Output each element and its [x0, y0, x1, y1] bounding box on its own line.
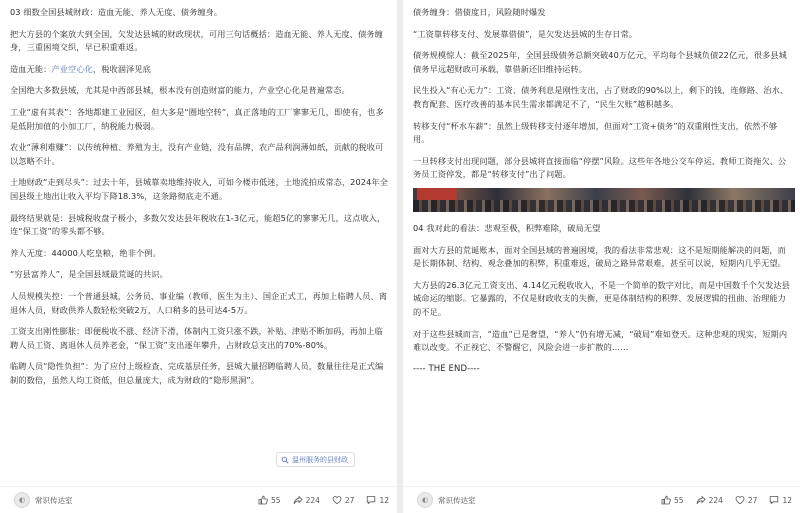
share-count: 224 [708, 495, 723, 505]
share-icon [293, 495, 303, 505]
paragraph-headcount: 养人无度：44000人吃皇粮，绝非个例。 [10, 247, 161, 258]
section-heading-04: 04 我对此的看法：悲观至极，积弊难除，破局无望 [413, 222, 601, 233]
share-icon [696, 495, 706, 505]
paragraph-agriculture: 农业“薄利难赚”：以传统种植、养殖为主，没有产业链，没有品牌，农产品利润薄如纸，贡献的税收可以忽略不计。 [10, 142, 384, 166]
paragraph-conclusion: 对于这些县城而言，“造血”已是奢望，“养人”仍有增无减，“破局”难如登天。这种悲观的现实，短期内难以改变。不正视它、不警醒它，风险会进一步扩散的…… [413, 328, 788, 353]
engagement-stats [661, 495, 792, 505]
like-icon [258, 495, 268, 505]
favorite-button[interactable] [332, 495, 355, 505]
share-button[interactable] [696, 495, 723, 505]
like-button[interactable] [258, 495, 281, 505]
paragraph-debt-heading: 债务缠身：借债度日，风险随时爆发 [413, 7, 546, 17]
paragraph-shutdown: 一旦转移支付出现问题，部分县城将直接面临“停摆”风险。这些年各地公交车停运、教师工资拖欠、公务员工资停发，都是“转移支付”出了问题。 [413, 155, 787, 180]
paragraph-dafang: 大方县的26.3亿元工资支出、4.14亿元税收收入，不是一个简单的数字对比，而是中国数千个欠发达县城命运的缩影。它暴露的，不仅是财政收支的失衡，更是体制结构的积弊、发展逻辑的扭曲、治理能力的不足。 [413, 279, 791, 317]
article-body-right [403, 0, 800, 376]
post-action-bar-left [0, 486, 397, 513]
search-icon [281, 456, 289, 464]
favorite-button[interactable] [735, 495, 758, 505]
paragraph-transfer: 转移支付“杯水车薪”：虽然上级转移支付逐年增加，但面对“工资+债务”的双重刚性支出，依然不够用。 [413, 120, 778, 145]
paragraph-quote: “工资靠转移支付、发展靠借债”，是欠发达县城的生存日常。 [413, 28, 638, 39]
avatar-icon[interactable]: ◐ [14, 492, 30, 508]
like-button[interactable] [661, 495, 684, 505]
favorite-count: 27 [747, 495, 758, 505]
favorite-icon [332, 495, 342, 505]
article-body-left [0, 0, 397, 387]
paragraph: 把大方县的个案放大到全国，欠发达县城的财政现状，可用三句话概括：造血无能、养人无度、债务缠身，三重困境交织，早已积重难返。 [10, 28, 383, 53]
like-count: 55 [674, 495, 684, 505]
comment-button[interactable] [366, 495, 389, 505]
paragraph-livelihood: 民生投入“有心无力”：工资、债务利息是刚性支出，占了财政的90%以上，剩下的钱，连修路、治水、教育配套、医疗改善的基本民生需求都满足不了，“民生欠账”越积越多。 [413, 85, 789, 109]
tooltip-text: 温州服务的县财政 [292, 455, 348, 464]
share-count: 224 [305, 495, 320, 505]
paragraph-staff-scale: 人员规模失控：一个普通县城，公务员、事业编（教师、医生为主）、国企正式工，再加上临聘人员、离退休人员，财政供养人数轻松突破2万，人口稍多的县可达4-5万。 [10, 290, 388, 315]
article-column-left[interactable] [0, 0, 397, 513]
paragraph-hollowing: 造血无能：产业空心化，税收涸泽见底 [10, 63, 151, 74]
article-column-right[interactable] [403, 0, 800, 513]
author-name[interactable]: 常识传达室 [438, 495, 476, 505]
comment-count: 12 [379, 495, 389, 505]
the-end-marker: ---- THE END---- [413, 363, 480, 374]
comment-button[interactable] [769, 495, 792, 505]
comment-count: 12 [782, 495, 792, 505]
hollowing-link[interactable]: 产业空心化 [51, 63, 93, 74]
author-name[interactable]: 常识传达室 [35, 495, 73, 505]
favorite-count: 27 [344, 495, 355, 505]
paragraph-industry: 工业“虚有其表”：各地都建工业园区，但大多是“圈地空转”，真正落地的工厂寥寥无几，即使有，也多是低附加值的小加工厂，纳税能力极弱。 [10, 106, 384, 131]
comment-icon [366, 495, 376, 505]
red-banner [417, 188, 457, 200]
paragraph-land-finance: 土地财政“走到尽头”：过去十年，县城靠卖地维持收入，可如今楼市低迷，土地流拍成常态，2024年全国县级土地出让收入平均下降18.3%，这条路彻底走不通。 [10, 177, 388, 201]
avatar-icon[interactable]: ◐ [417, 492, 433, 508]
related-topic-tooltip[interactable] [276, 452, 355, 467]
paragraph-consensus: “穷县富养人”，是全国县域最荒诞的共识。 [10, 269, 168, 280]
crowd-photo[interactable] [413, 188, 795, 212]
section-heading-03: 03 细数全国县城财政：造血无能、养人无度、债务缠身。 [10, 7, 223, 17]
favorite-icon [735, 495, 745, 505]
content-fade [0, 468, 397, 486]
paragraph: 全国绝大多数县域，尤其是中西部县城，根本没有创造财富的能力，产业空心化是普遍常态。 [10, 85, 350, 96]
paragraph-salary: 工资支出刚性膨胀：即便税收不涨、经济下滑，体制内工资只涨不跌，补贴、津贴不断加码，再加上临聘人员工资、离退休人员养老金，“保工资”支出逐年攀升，占财政总支出的70%-80%。 [10, 326, 383, 350]
comment-icon [769, 495, 779, 505]
crowd-silhouettes [413, 200, 795, 212]
paragraph-view: 面对大方县的荒诞账本，面对全国县域的普遍困境，我的看法非常悲观：这不是短期能解决的问题，而是长期体制、结构、观念叠加的积弊，积重难返，破局之路异常艰难，甚至可以说，短期内几乎无望。 [413, 244, 786, 269]
like-count: 55 [271, 495, 281, 505]
paragraph-temp-staff: 临聘人员“隐性负担”：为了应付上级检查、完成基层任务，县城大量招聘临聘人员，数量往往是正式编制的数倍，虽然人均工资低，但总量庞大，成为财政的“隐形黑洞”。 [10, 361, 384, 385]
engagement-stats [258, 495, 389, 505]
paragraph-result: 最终结果就是：县城税收盘子极小，多数欠发达县年税收在1-3亿元，能超5亿的寥寥无几，这点收入，连“保工资”的零头都不够。 [10, 212, 386, 237]
paragraph-debt-scale: 债务规模惊人：截至2025年，全国县级债务总额突破40万亿元，平均每个县城负债22亿元，很多县城债务早远超财政可承载，靠借新还旧维持运转。 [413, 50, 787, 74]
share-button[interactable] [293, 495, 320, 505]
post-action-bar-right [403, 486, 800, 513]
like-icon [661, 495, 671, 505]
